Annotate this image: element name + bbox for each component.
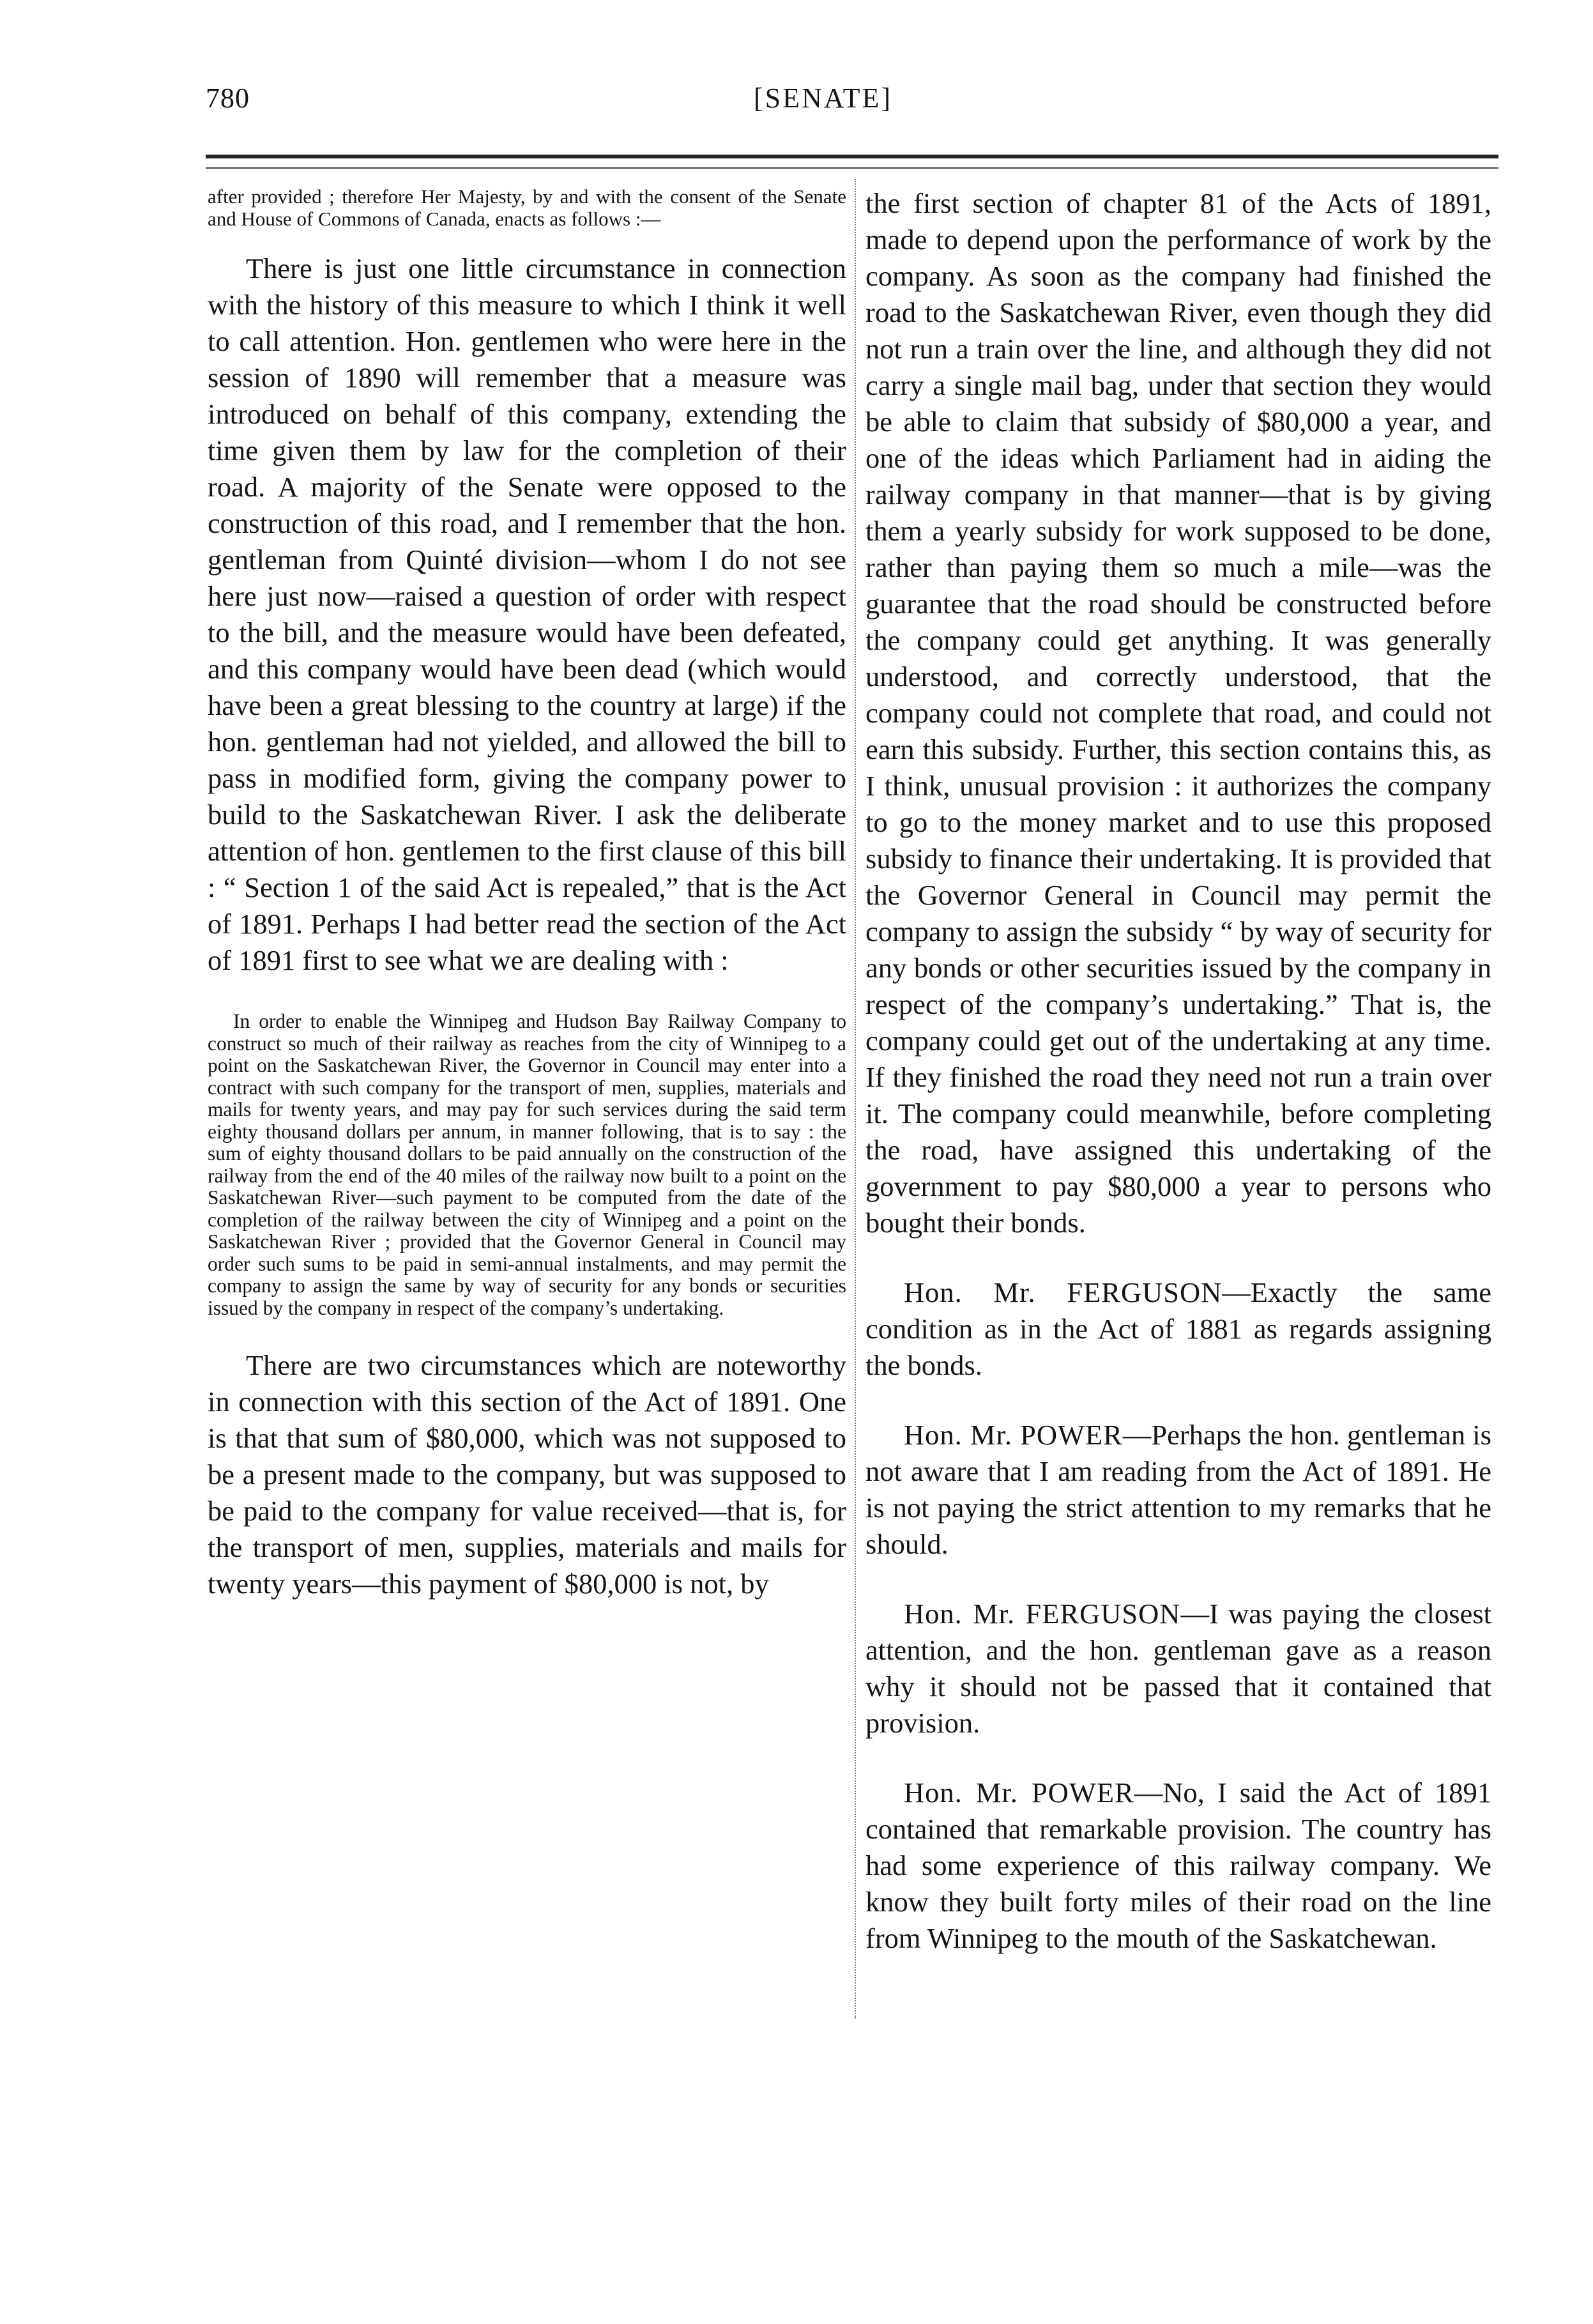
- speaker-name: Hon. Mr. POWER: [904, 1777, 1134, 1808]
- right-column: [865, 185, 1491, 1957]
- speaker-name: Hon. Mr. FERGUSON: [904, 1276, 1223, 1308]
- page-number: 780: [206, 82, 250, 114]
- right-paragraph-1: the first section of chapter 81 of the Acts of 1891, made to depend upon the performance of work by the company. As soon as the company had finished the road to the Saskatchewan River, even though they did not run a train over the line, and although they did not carry a single mail bag, under that section they would be able to claim that subsidy of $80,000 a year, and one of the ideas which Parliament had in aiding the railway company in that manner—that is by giving them a yearly subsidy for work supposed to be done, rather than paying them so much a mile—was the guarantee that the road should be constructed before the company could get anything. It was generally understood, and correctly understood, that the company could not complete that road, and could not earn this subsidy. Further, this section contains this, as I think, unusual provision : it authorizes the company to go to the money market and to use this proposed subsidy to finance their undertaking. It is provided that the Governor General in Council may permit the company to assign the subsidy “ by way of security for any bonds or other securities issued by the company in respect of the company’s undertaking.” That is, the company could get out of the undertaking at any time. If they finished the road they need not run a train over it. The company could meanwhile, before completing the road, have assigned this undertaking of the government to pay $80,000 a year to persons who bought their bonds.: [865, 187, 1491, 1239]
- quoted-act-section: In order to enable the Winnipeg and Hudson Bay Railway Company to construct so much of their railway as reaches from the city of Winnipeg to a point on the Saskatchewan River, the Governor in Council may enter into a contract with such company for the transport of men, supplies, materials and mails for twenty years, and may pay for such services during the said term eighty thousand dollars per annum, in manner following, that is to say : the sum of eighty thousand dollars to be paid annually on the construction of the railway from the end of the 40 miles of the railway now built to a point on the Saskatchewan River—such payment to be computed from the date of the completion of the railway between the city of Winnipeg and a point on the Saskatchewan River ; provided that the Governor General in Council may order such sums to be paid in semi-annual instalments, and may permit the company to assign the same by way of security for any bonds or securities issued by the company in respect of the company’s undertaking.: [208, 1010, 846, 1319]
- speech-text: —I was paying the closest attention, and the hon. gentleman gave as a reason why it should not be passed that it contained that provision.: [865, 1598, 1491, 1739]
- speech-ferguson-1: [865, 1274, 1491, 1384]
- speech-power-2: [865, 1775, 1491, 1957]
- speech-text: —Perhaps the hon. gentleman is not aware that I am reading from the Act of 1891. He is not paying the strict attention to my remarks that he should.: [865, 1419, 1491, 1560]
- speaker-name: Hon. Mr. FERGUSON: [904, 1598, 1181, 1630]
- header-rule-thick: [206, 155, 1498, 158]
- header-rule-thin: [206, 167, 1498, 169]
- speech-ferguson-2: [865, 1596, 1491, 1741]
- left-paragraph-1: There is just one little circumstance in connection with the history of this measure to which I think it well to call attention. Hon. gentlemen who were here in the session of 1890 will remember that a measure was introduced on behalf of this company, extending the time given them by law for the completion of their road. A majority of the Senate were opposed to the construction of this road, and I remember that the hon. gentleman from Quinté division—whom I do not see here just now—raised a question of order with respect to the bill, and the measure would have been defeated, and this company would have been dead (which would have been a great blessing to the country at large) if the hon. gentleman had not yielded, and allowed the bill to pass in modified form, giving the company power to build to the Saskatchewan River. I ask the deliberate attention of hon. gentlemen to the first clause of this bill : “ Section 1 of the said Act is repealed,” that is the Act of 1891. Perhaps I had better read the section of the Act of 1891 first to see what we are dealing with :: [208, 252, 846, 976]
- running-head: [SENATE]: [754, 82, 893, 114]
- speech-text: —Exactly the same condition as in the Act of 1881 as regards assigning the bonds.: [865, 1276, 1491, 1381]
- left-column: [208, 185, 846, 1602]
- enacting-clause: after provided ; therefore Her Majesty, by and with the consent of the Senate and House of Commons of Canada, enacts as follows :—: [208, 185, 846, 230]
- speaker-name: Hon. Mr. POWER: [904, 1419, 1123, 1451]
- speech-text: —No, I said the Act of 1891 contained that remarkable provision. The country has had some experience of this railway company. We know they built forty miles of their road on the line from Winnipeg to the mouth of the Saskatchewan.: [865, 1777, 1491, 1954]
- left-paragraph-2: There are two circumstances which are noteworthy in connection with this section of the Act of 1891. One is that that sum of $80,000, which was not supposed to be a present made to the company, but was supposed to be paid to the company for value received—that is, for the transport of men, supplies, materials and mails for twenty years—this payment of $80,000 is not, by: [208, 1349, 846, 1600]
- column-divider: [855, 179, 856, 2019]
- speech-power-1: [865, 1417, 1491, 1563]
